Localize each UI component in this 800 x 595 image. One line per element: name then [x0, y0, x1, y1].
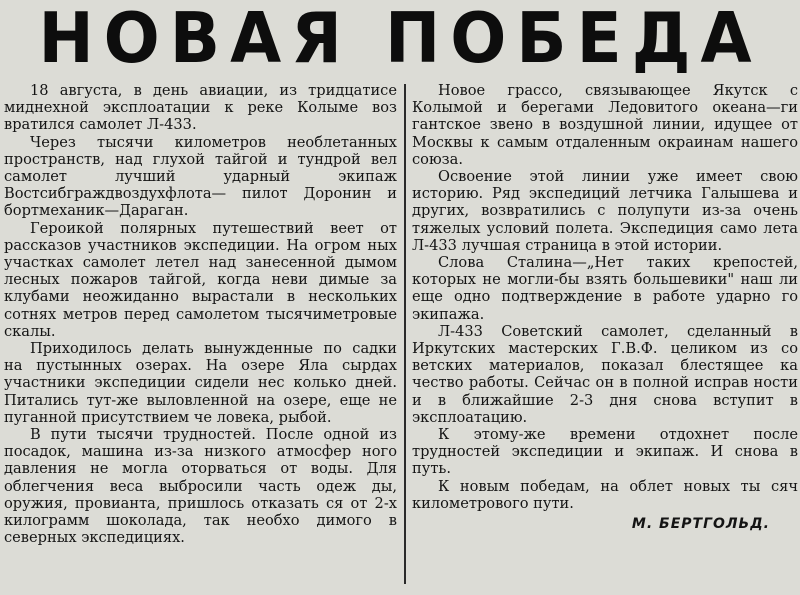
paragraph: В пути тысячи трудностей. После одной из посадок, машина из-за низкого атмосфер ного давления не могла оторваться от воды. Для облегчения веса выбросили часть одеж ды, оружия, провианта, пришлось отказать ся от 2-х килограмм шоколада, так необхо димого в северных экспедициях.	[4, 426, 397, 547]
paragraph: Л-433 Советский самолет, сделанный в Иркутских мастерских Г.В.Ф. целиком из со ветских материалов, показал блестящее ка чество работы. Сейчас он в полной исправ ности и в ближайшие 2-3 дня снова вступит в эксплоатацию.	[412, 322, 798, 426]
author-signature: М. БЕРТГОЛЬД.	[631, 516, 770, 533]
paragraph: Слова Сталина—„Нет таких крепостей, которых не могли-бы взять большевики" наш ли еще одно подтверждение в работе ударно го экипажа.	[412, 254, 798, 323]
column-divider	[404, 84, 406, 584]
paragraph: К новым победам, на облет новых ты сяч километрового пути.	[412, 477, 798, 512]
article-column-left	[4, 82, 397, 546]
paragraph: Новое грассо, связывающее Якутск с Колымой и берегами Ледовитого океана—ги гантское звено в воздушной линии, идущее от Москвы к самым отдаленным окраинам нашего союза.	[412, 82, 798, 168]
paragraph: Приходилось делать вынужденные по садки на пустынных озерах. На озере Яла сырдах участники экспедиции сидели нес колько дней. Питались тут-же выловленной на озере, еще не пуганной присутствием че ловека, рыбой.	[4, 340, 397, 426]
paragraph: Через тысячи километров необлетанных пространств, над глухой тайгой и тундрой вел самолет лучший ударный экипаж Востсибграждвоздухфлота— пилот Доронин и бортмеханик—Дараган.	[4, 133, 397, 220]
paragraph: Героикой полярных путешествий веет от рассказов участников экспедиции. На огром ных участках самолет летел над занесенной дымом лесных пожаров тайгой, когда неви димые за клубами неожиданно вырастали в нескольких сотнях метров перед самолетом тысячиметровые скалы.	[4, 219, 397, 340]
article-column-right	[412, 82, 798, 533]
paragraph: К этому-же времени отдохнет после трудностей экспедиции и экипаж. И снова в путь.	[412, 426, 798, 478]
paragraph: Освоение этой линии уже имеет свою историю. Ряд экспедиций летчика Галышева и других, возвратились с полупути из-за очень тяжелых условий полета. Экспедиция само лета Л-433 лучшая страница в этой истории.	[412, 168, 798, 254]
paragraph: 18 августа, в день авиации, из тридцатисе миднехной эксплоатации к реке Колыме воз вратился самолет Л-433.	[4, 82, 397, 134]
headline: НОВАЯ ПОБЕДА	[38, 0, 762, 79]
